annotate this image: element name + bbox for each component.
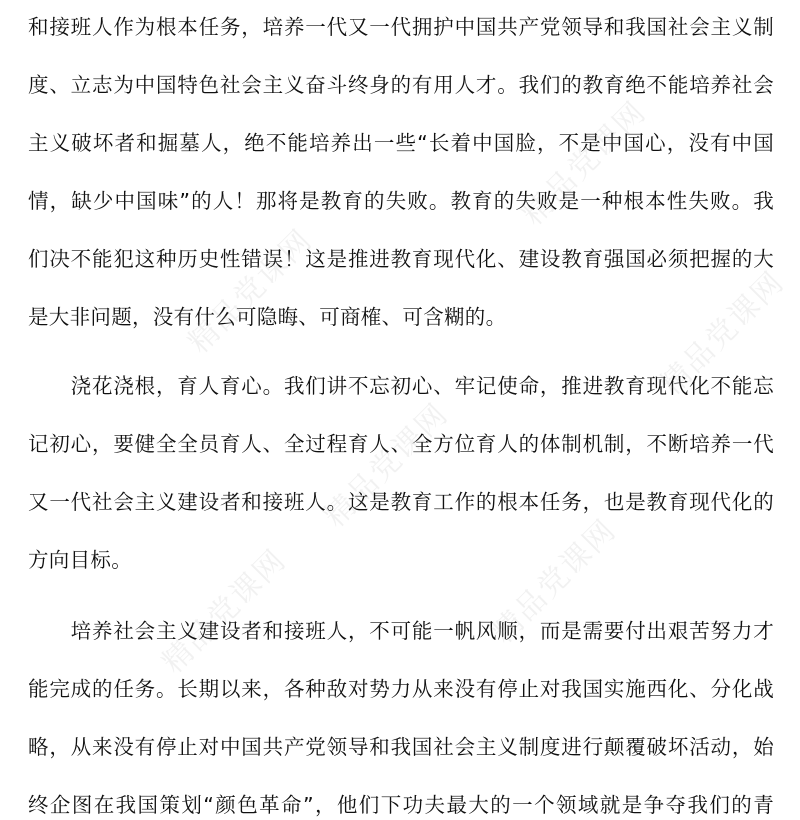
paragraph-line: 终企图在我国策划“颜色革命”，他们下功夫最大的一个领域就是争夺我们的青 xyxy=(28,793,774,817)
watermark-text: 精品党课网 xyxy=(155,542,294,681)
paragraph-line: 方向目标。 xyxy=(28,548,132,572)
watermark-text: 精品党课网 xyxy=(181,222,320,361)
watermark-text: 精品党课网 xyxy=(485,512,624,651)
paragraph-line: 又一代社会主义建设者和接班人。这是教育工作的根本任务，也是教育现代化的 xyxy=(28,490,774,514)
paragraph-line: 是大非问题，没有什么可隐晦、可商榷、可含糊的。 xyxy=(28,305,507,329)
paragraph-line: 们决不能犯这种历史性错误！这是推进教育现代化、建设教育强国必须把握的大 xyxy=(28,247,774,271)
paragraph-line: 度、立志为中国特色社会主义奋斗终身的有用人才。我们的教育绝不能培养社会 xyxy=(28,73,774,97)
paragraph-line: 能完成的任务。长期以来，各种敌对势力从来没有停止对我国实施西化、分化战 xyxy=(28,677,774,701)
paragraph-line: 培养社会主义建设者和接班人，不可能一帆风顺，而是需要付出艰苦努力才 xyxy=(28,619,774,643)
watermark-text: 精品党课网 xyxy=(317,396,456,535)
watermark-text: 精品党课网 xyxy=(653,264,792,403)
paragraph-line: 主义破坏者和掘墓人，绝不能培养出一些“长着中国脸，不是中国心，没有中国 xyxy=(28,131,774,155)
paragraph-line: 情，缺少中国味”的人！那将是教育的失败。教育的失败是一种根本性失败。我 xyxy=(28,189,774,213)
paragraph-line: 和接班人作为根本任务，培养一代又一代拥护中国共产党领导和我国社会主义制 xyxy=(28,15,774,39)
paragraph-line: 记初心，要健全全员育人、全过程育人、全方位育人的体制机制，不断培养一代 xyxy=(28,432,774,456)
paragraph-line: 浇花浇根，育人育心。我们讲不忘初心、牢记使命，推进教育现代化不能忘 xyxy=(28,374,774,398)
paragraph-line: 略，从来没有停止对中国共产党领导和我国社会主义制度进行颠覆破坏活动，始 xyxy=(28,735,774,759)
watermark-text: 精品党课网 xyxy=(515,94,654,233)
